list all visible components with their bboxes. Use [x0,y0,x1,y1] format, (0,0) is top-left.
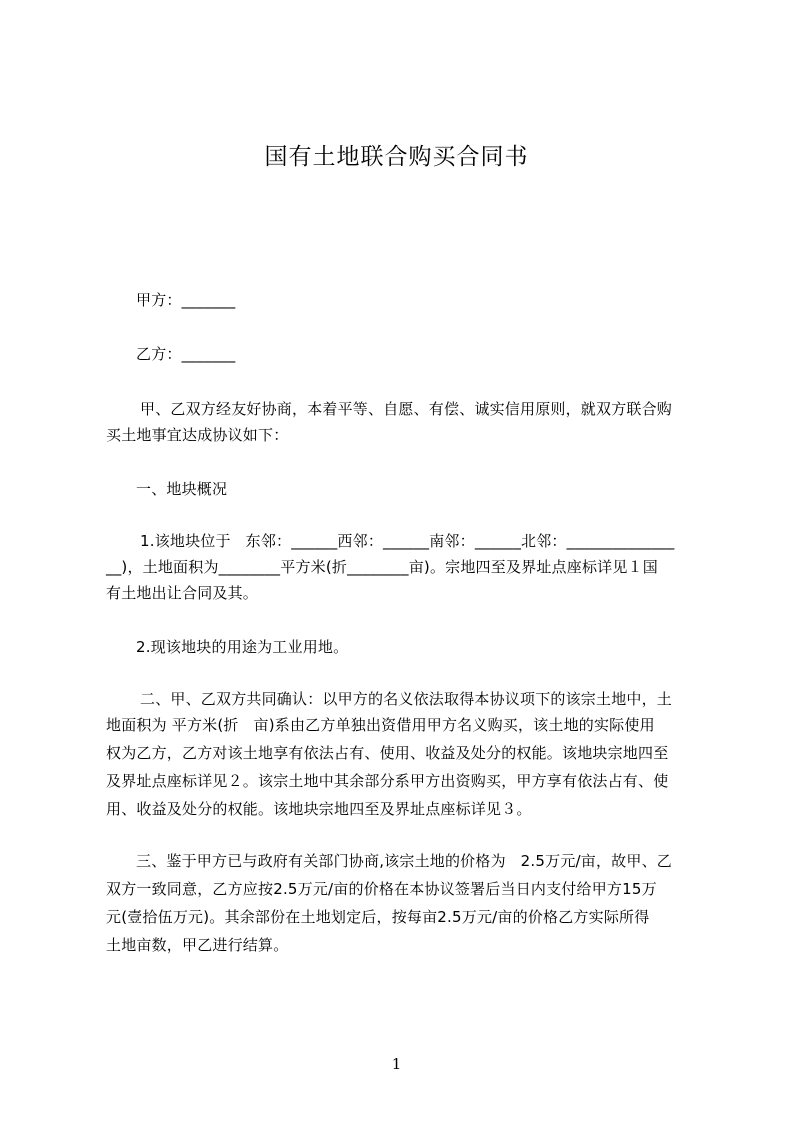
section-3-line-1: 三、鉴于甲方已与政府有关部门协商,该宗土地的价格为 2.5万元/亩，故甲、乙 [136,852,672,870]
party-a-line: 甲方：_______ [136,291,236,309]
section-1-heading: 一、地块概况 [136,480,228,498]
section-3-line-2: 双方一致同意，乙方应按2.5万元/亩的价格在本协议签署后当日内支付给甲方15万 [106,880,657,898]
section-2-line-2: 地面积为 平方米(折 亩)系由乙方单独出资借用甲方名义购买，该土地的实际使用 [106,716,655,734]
section-2-line-3: 权为乙方，乙方对该土地享有依法占有、使用、收益及处分的权能。该地块宗地四至 [106,744,669,762]
item-2-line: 2.现该地块的用途为工业用地。 [136,638,349,656]
section-2-line-5: 用、收益及处分的权能。该地块宗地四至及界址点座标详见３。 [106,800,532,818]
item-1-line-1: 1.该地块位于 东邻：______西邻：______南邻：______北邻：______________ [140,532,675,550]
section-3-line-3: 元(壹拾伍万元)。其余部份在土地划定后，按每亩2.5万元/亩的价格乙方实际所得 [106,908,650,926]
preamble-line-2: 买土地事宜达成协议如下： [106,426,289,444]
party-b-line: 乙方：_______ [136,345,236,363]
section-3-line-4: 土地亩数，甲乙进行结算。 [106,936,289,954]
item-1-line-3: 有土地出让合同及其。 [106,584,259,602]
page-number: 1 [391,1055,402,1073]
section-2-line-4: 及界址点座标详见２。该宗土地中其余部分系甲方出资购买，甲方享有依法占有、使 [106,772,669,790]
preamble-line-1: 甲、乙双方经友好协商，本着平等、自愿、有偿、诚实信用原则，就双方联合购 [140,400,673,418]
section-2-line-1: 二、甲、乙双方共同确认：以甲方的名义依法取得本协议项下的该宗土地中，土 [140,690,673,708]
item-1-line-2: __)，土地面积为________平方米(折________亩)。宗地四至及界址点座标详见１国 [106,558,658,576]
document-title: 国有土地联合购买合同书 [264,144,529,170]
